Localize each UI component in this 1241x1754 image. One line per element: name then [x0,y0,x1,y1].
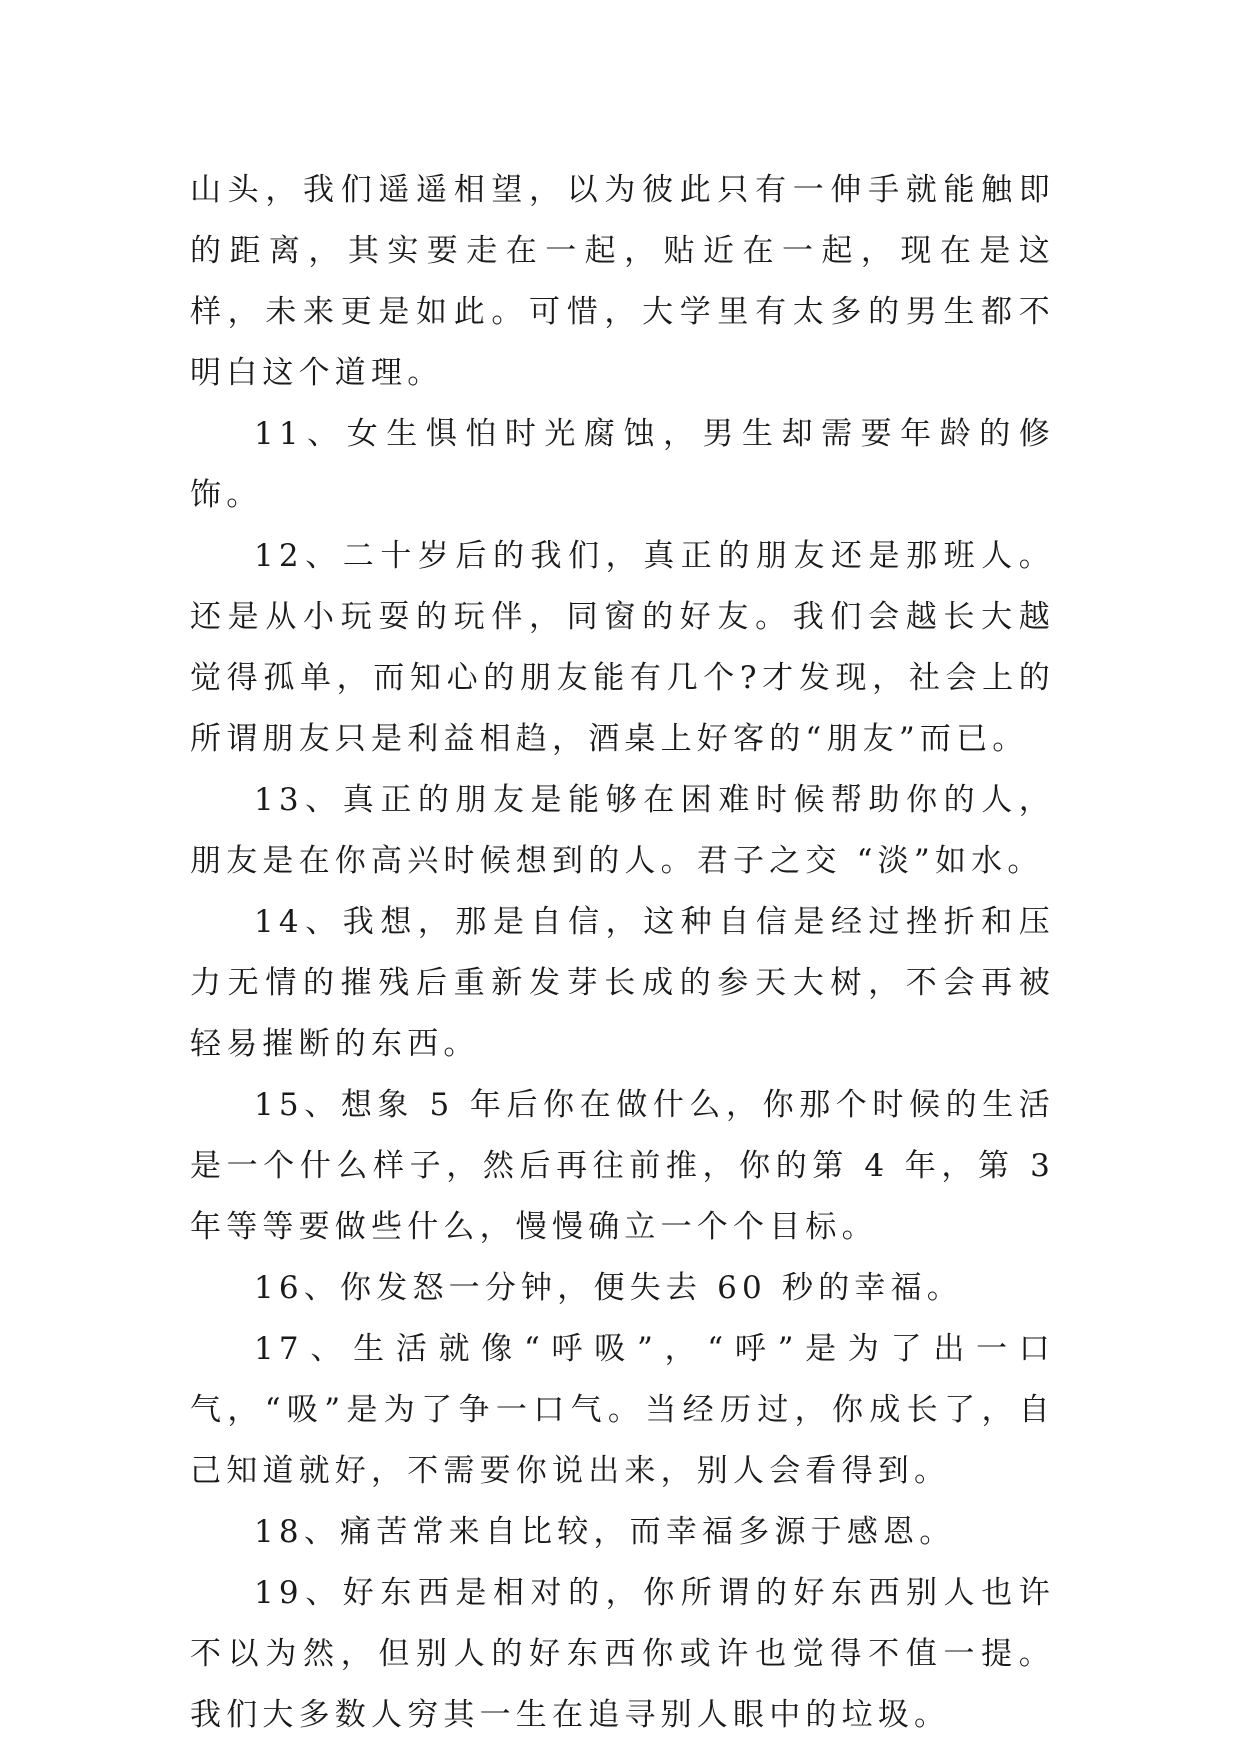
paragraph-item-18: 18、痛苦常来自比较，而幸福多源于感恩。 [254,1514,956,1550]
paragraph-item-11: 11、女生惧怕时光腐蚀，男生却需要年龄的修饰。 [190,416,1055,513]
paragraph-item-14: 14、我想，那是自信，这种自信是经过挫折和压力无情的摧残后重新发芽长成的参天大树，不会再被轻易摧断的东西。 [190,904,1055,1062]
paragraph-continuation: 山头，我们遥遥相望，以为彼此只有一伸手就能触即的距离，其实要走在一起，贴近在一起，现在是这样，未来更是如此。可惜，大学里有太多的男生都不明白这个道理。 [190,172,1055,391]
paragraph-item-12: 12、二十岁后的我们，真正的朋友还是那班人。还是从小玩耍的玩伴，同窗的好友。我们会越长大越觉得孤单，而知心的朋友能有几个?才发现，社会上的所谓朋友只是利益相趋，酒桌上好客的“朋友”而已。 [190,538,1055,757]
paragraph-item-17: 17、生活就像“呼吸”，“呼”是为了出一口气，“吸”是为了争一口气。当经历过，你成长了，自己知道就好，不需要你说出来，别人会看得到。 [190,1331,1055,1489]
paragraph-item-15: 15、想象 5 年后你在做什么，你那个时候的生活是一个什么样子，然后再往前推，你的第 4 年，第 3 年等等要做些什么，慢慢确立一个个目标。 [190,1087,1055,1245]
paragraph-item-19: 19、好东西是相对的，你所谓的好东西别人也许不以为然，但别人的好东西你或许也觉得不值一提。我们大多数人穷其一生在追寻别人眼中的垃圾。 [190,1575,1055,1733]
body-text [190,160,1055,1746]
paragraph-item-13: 13、真正的朋友是能够在困难时候帮助你的人，朋友是在你高兴时候想到的人。君子之交 “淡”如水。 [190,782,1055,879]
paragraph-item-16: 16、你发怒一分钟，便失去 60 秒的幸福。 [254,1270,963,1306]
